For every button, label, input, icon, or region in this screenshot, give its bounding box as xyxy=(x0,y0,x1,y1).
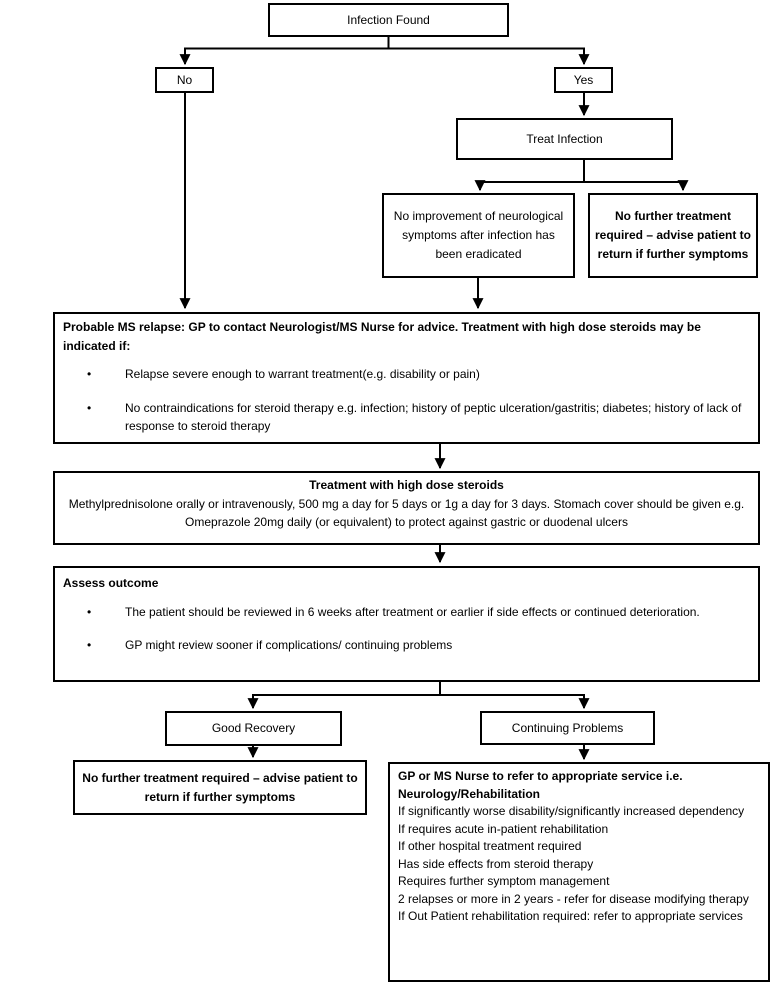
steroid-treatment-body: Methylprednisolone orally or intravenously, 500 mg a day for 5 days or 1g a day for 3 days. Stomach cover should be given e.g. Omeprazole 20mg daily (or equivalent) to protect against gastric or duodenal ulcers xyxy=(68,496,745,530)
probable-relapse-bullet-1: • Relapse severe enough to warrant treatment(e.g. disability or pain) xyxy=(87,365,750,383)
no-further-treatment-bottom-label: No further treatment required – advise patient to return if further symptoms xyxy=(82,770,358,804)
steroid-treatment-node xyxy=(53,471,760,545)
refer-service-line-1: If significantly worse disability/significantly increased dependency xyxy=(398,804,745,819)
probable-relapse-bullets xyxy=(63,365,750,435)
continuing-problems-label: Continuing Problems xyxy=(511,720,624,735)
assess-outcome-title: Assess outcome xyxy=(63,576,159,590)
good-recovery-node xyxy=(165,711,342,746)
refer-service-line-6: 2 relapses or more in 2 years - refer for disease modifying therapy xyxy=(398,891,749,906)
no-further-treatment-top-node xyxy=(588,193,758,278)
treat-infection-node xyxy=(456,118,673,160)
treat-infection-label: Treat Infection xyxy=(526,131,603,146)
good-recovery-label: Good Recovery xyxy=(211,721,296,736)
refer-service-line-7: If Out Patient rehabilitation required: refer to appropriate services xyxy=(398,909,743,924)
probable-relapse-node xyxy=(53,312,760,444)
assess-outcome-bullet-2: • GP might review sooner if complications/ continuing problems xyxy=(87,636,750,654)
probable-relapse-title: Probable MS relapse: GP to contact Neurologist/MS Nurse for advice. Treatment with high dose steroids may be indicated if: xyxy=(63,320,701,353)
no-further-treatment-bottom-node xyxy=(73,760,367,815)
branch-no-label: No xyxy=(176,72,193,87)
assess-outcome-bullets xyxy=(63,603,750,655)
assess-outcome-node xyxy=(53,566,760,682)
no-improvement-label: No improvement of neurological symptoms after infection has been eradicated xyxy=(393,209,564,261)
refer-service-line-4: Has side effects from steroid therapy xyxy=(398,856,594,871)
continuing-problems-node xyxy=(480,711,655,745)
steroid-treatment-title: Treatment with high dose steroids xyxy=(309,478,504,492)
probable-relapse-bullet-2: • No contraindications for steroid therapy e.g. infection; history of peptic ulceration/gastritis; diabetes; history of lack of response to steroid therapy xyxy=(87,399,750,436)
branch-yes-node xyxy=(554,67,613,93)
infection-found-node xyxy=(268,3,509,37)
refer-service-line-3: If other hospital treatment required xyxy=(398,839,582,854)
assess-outcome-bullet-1: • The patient should be reviewed in 6 weeks after treatment or earlier if side effects or continued deterioration. xyxy=(87,603,750,621)
refer-service-line-5: Requires further symptom management xyxy=(398,874,610,889)
branch-yes-label: Yes xyxy=(573,72,594,87)
no-further-treatment-top-label: No further treatment required – advise patient to return if further symptoms xyxy=(594,209,752,261)
refer-service-title: GP or MS Nurse to refer to appropriate service i.e. Neurology/Rehabilitation xyxy=(398,769,683,801)
branch-no-node xyxy=(155,67,214,93)
no-improvement-node xyxy=(382,193,575,278)
refer-service-line-2: If requires acute in-patient rehabilitation xyxy=(398,821,609,836)
refer-service-node xyxy=(388,762,770,982)
infection-found-label: Infection Found xyxy=(347,12,430,27)
